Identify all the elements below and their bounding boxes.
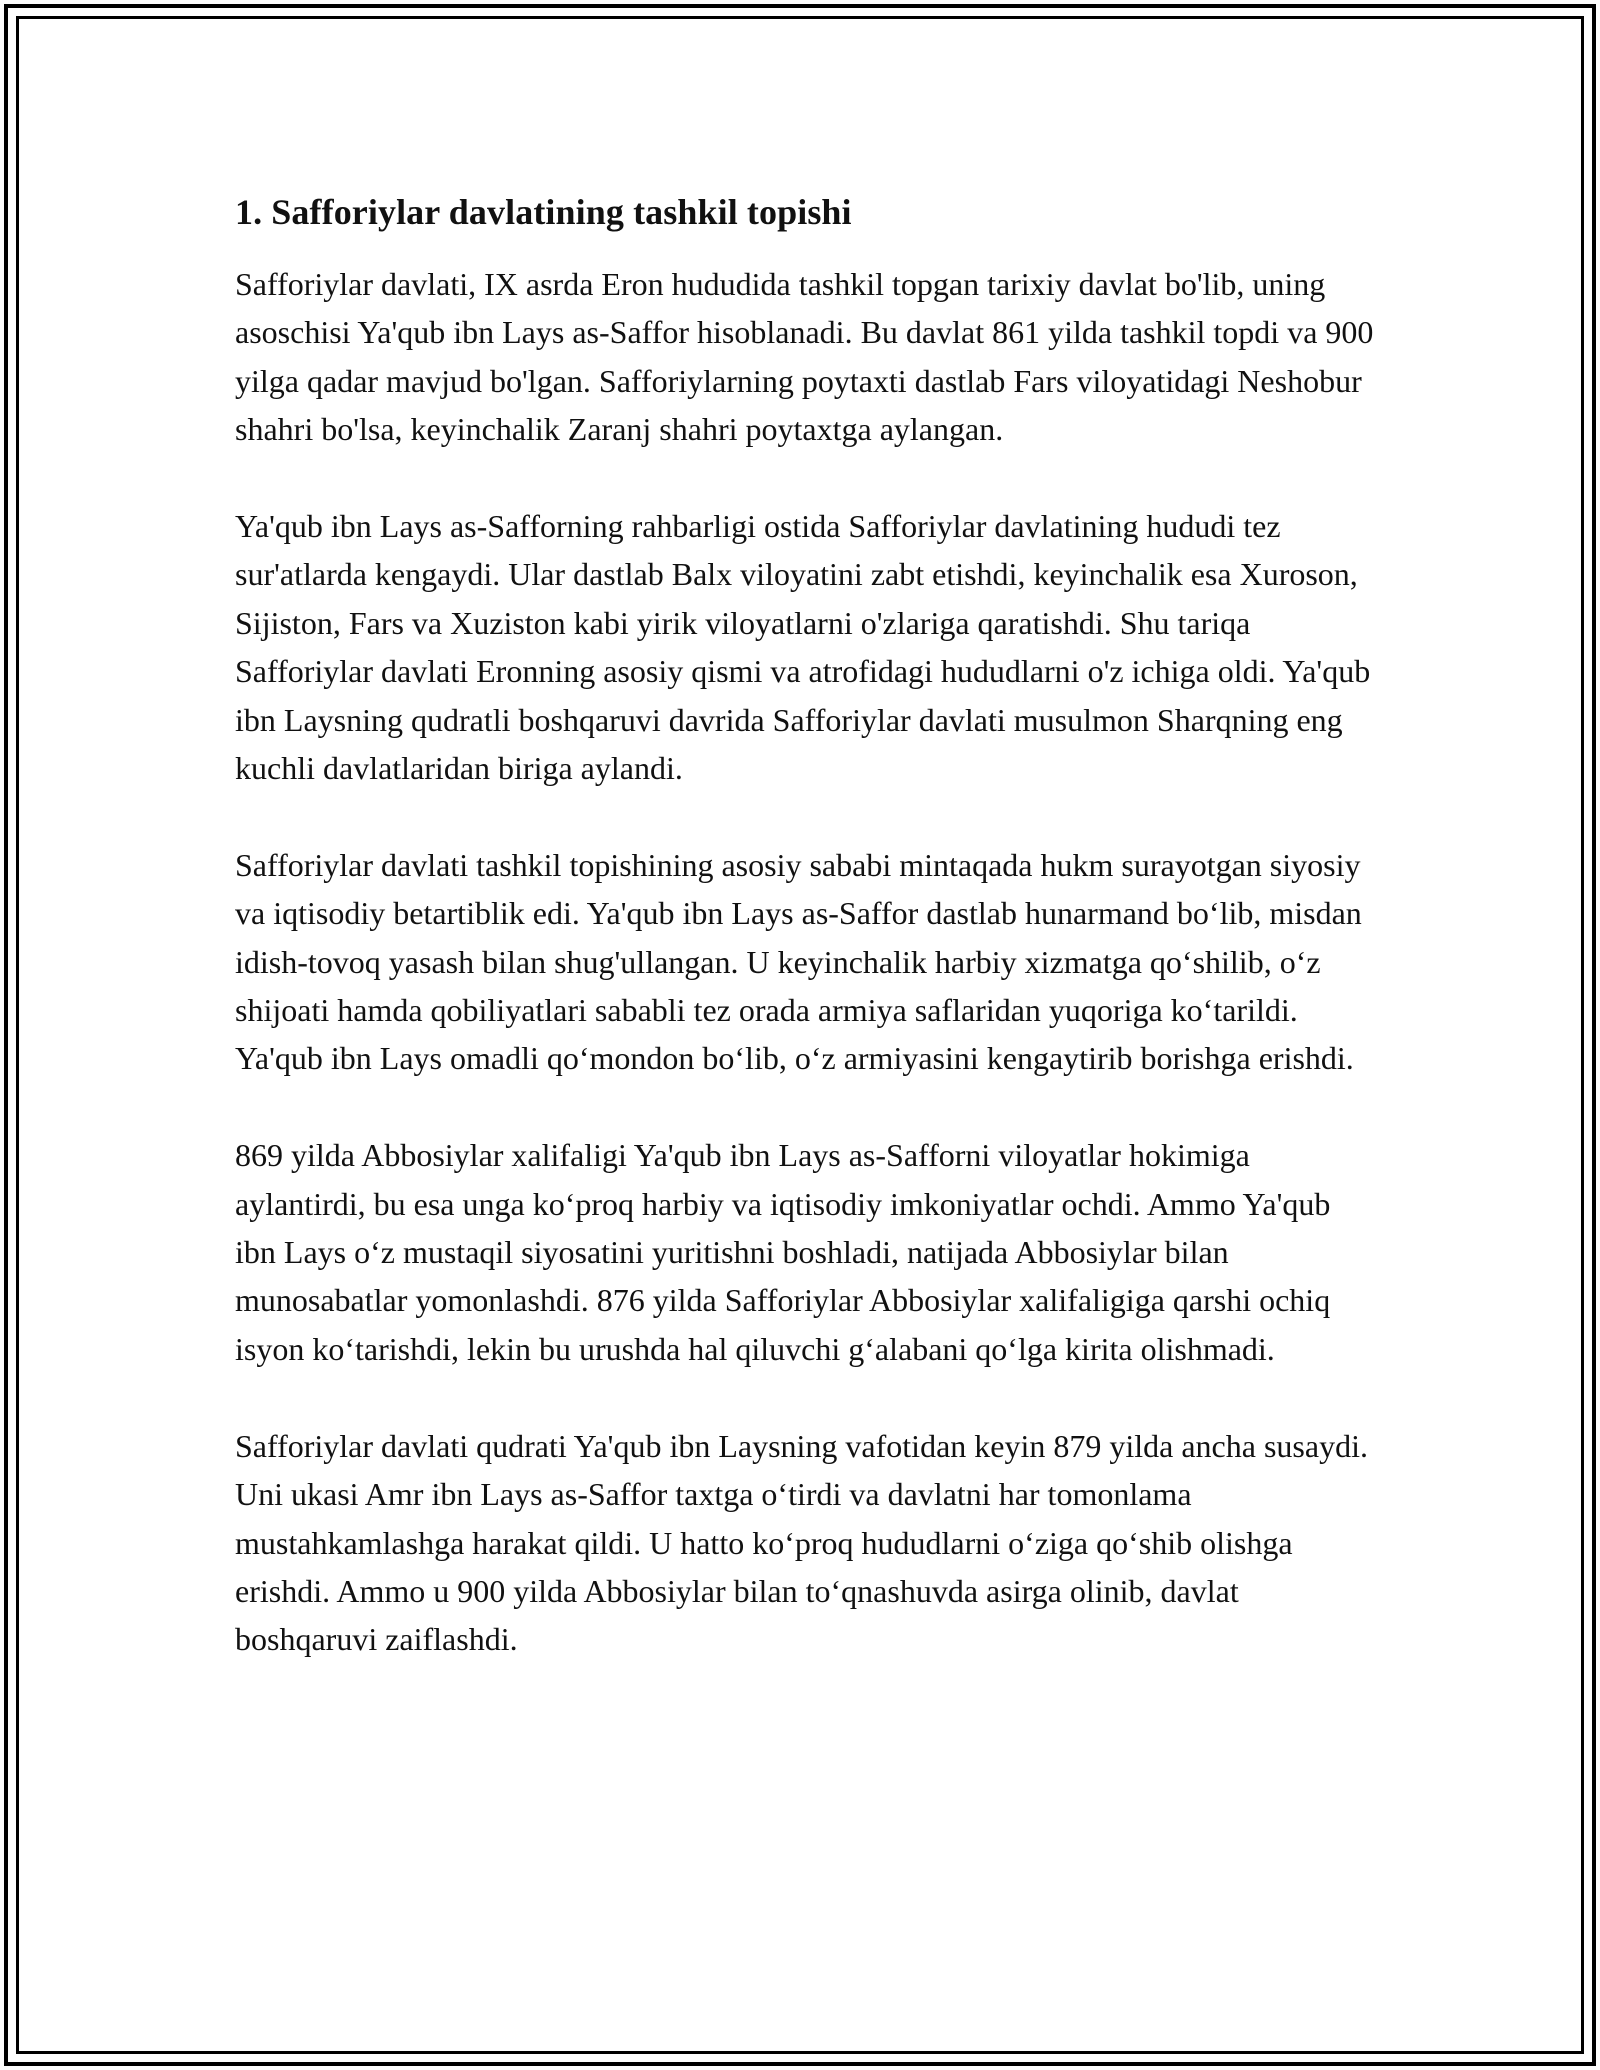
paragraph-2: Ya'qub ibn Lays as-Safforning rahbarligi ostida Safforiylar davlatining hududi tez sur'atlarda kengaydi. Ular dastlab Balx viloyatini zabt etishdi, keyinchalik esa Xuroson, Sijiston, Fars va Xuziston kabi yirik viloyatlarni o'zlariga qaratishdi. Shu tariqa Safforiylar davlati Eronning asosiy qismi va atrofidagi hududlarni o'z ichiga oldi. Ya'qub ibn Laysning qudratli boshqaruvi davrida Safforiylar davlati musulmon Sharqning eng kuchli davlatlaridan biriga aylandi. — [235, 508, 1371, 787]
paragraph-3: Safforiylar davlati tashkil topishining asosiy sababi mintaqada hukm surayotgan siyosiy va iqtisodiy betartiblik edi. Ya'qub ibn Lays as-Saffor dastlab hunarmand bo‘lib, misdan idish-tovoq yasash bilan shug'ullangan. U keyinchalik harbiy xizmatga qo‘shilib, o‘z shijoati hamda qobiliyatlari sababli tez orada armiya saflaridan yuqoriga ko‘tarildi. Ya'qub ibn Lays omadli qo‘mondon bo‘lib, o‘z armiyasini kengaytirib borishga erishdi. — [235, 846, 1362, 1077]
paragraph-1: Safforiylar davlati, IX asrda Eron hududida tashkil topgan tarixiy davlat bo'lib, uning asoschisi Ya'qub ibn Lays as-Saffor hisoblanadi. Bu davlat 861 yilda tashkil topdi va 900 yilga qadar mavjud bo'lgan. Safforiylarning poytaxti dastlab Fars viloyatidagi Neshobur shahri bo'lsa, keyinchalik Zaranj shahri poytaxtga aylangan. — [235, 266, 1374, 448]
page-title: 1. Safforiylar davlatining tashkil topishi — [235, 192, 852, 232]
paragraph-4: 869 yilda Abbosiylar xalifaligi Ya'qub ibn Lays as-Safforni viloyatlar hokimiga aylantirdi, bu esa unga ko‘proq harbiy va iqtisodiy imkoniyatlar ochdi. Ammo Ya'qub ibn Lays o‘z mustaqil siyosatini yuritishni boshladi, natijada Abbosiylar bilan munosabatlar yomonlashdi. 876 yilda Safforiylar Abbosiylar xalifaligiga qarshi ochiq isyon ko‘tarishdi, lekin bu urushda hal qiluvchi g‘alabani qo‘lga kirita olishmadi. — [235, 1137, 1331, 1367]
document-body — [235, 186, 1375, 1712]
paragraph-5: Safforiylar davlati qudrati Ya'qub ibn Laysning vafotidan keyin 879 yilda ancha susaydi. Uni ukasi Amr ibn Lays as-Saffor taxtga o‘tirdi va davlatni har tomonlama mustahkamlashga harakat qildi. U hatto ko‘proq hududlarni o‘ziga qo‘shib olishga erishdi. Ammo u 900 yilda Abbosiylar bilan to‘qnashuvda asirga olinib, davlat boshqaruvi zaiflashdi. — [235, 1427, 1368, 1658]
